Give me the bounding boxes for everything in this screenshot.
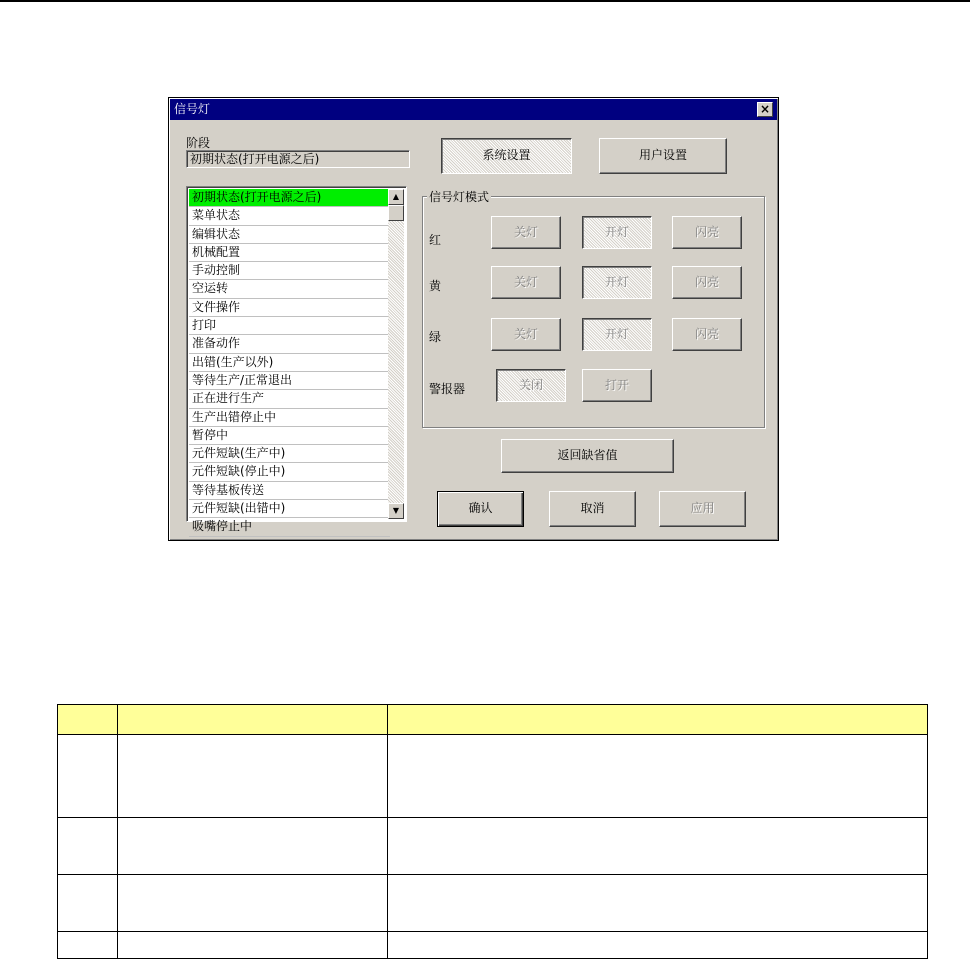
list-item[interactable]: 初期状态(打开电源之后) [189,189,390,207]
table-cell [388,932,928,959]
list-item[interactable]: 手动控制 [189,262,390,280]
list-item[interactable]: 元件短缺(停止中) [189,463,390,481]
restore-defaults-button[interactable]: 返回缺省值 [501,439,674,473]
stage-value-field: 初期状态(打开电源之后) [186,150,410,168]
table-cell [388,818,928,875]
table-cell [118,735,388,818]
list-item[interactable]: 菜单状态 [189,207,390,225]
alarm-on-button[interactable]: 打开 [582,369,652,402]
description-table [57,704,928,959]
stage-label: 阶段 [186,136,211,150]
red-blink-button[interactable]: 闪亮 [672,216,742,249]
yellow-blink-button[interactable]: 闪亮 [672,266,742,299]
table-row [58,818,928,875]
list-item[interactable]: 空运转 [189,280,390,298]
stage-list-items [189,189,390,537]
user-settings-button[interactable]: 用户设置 [599,138,727,174]
list-item[interactable]: 编辑状态 [189,226,390,244]
red-off-button[interactable]: 关灯 [491,216,561,249]
table-header-cell [118,705,388,735]
table-cell [58,735,118,818]
light-mode-group-title: 信号灯模式 [429,190,490,204]
table-row [58,735,928,818]
list-item[interactable]: 机械配置 [189,244,390,262]
red-light-label: 红 [429,233,442,247]
scroll-down-icon: ▼ [392,506,400,515]
apply-button[interactable]: 应用 [659,491,746,527]
table-header-row [58,705,928,735]
table-cell [58,932,118,959]
table-cell [118,875,388,932]
list-item[interactable]: 打印 [189,317,390,335]
stage-list-scrollbar[interactable] [388,189,404,519]
alarm-off-button[interactable]: 关闭 [496,369,566,402]
list-item[interactable]: 等待基板传送 [189,482,390,500]
signal-light-dialog [168,97,779,541]
list-item[interactable]: 生产出错停止中 [189,409,390,427]
table-row [58,932,928,959]
cancel-button[interactable]: 取消 [549,491,636,527]
table-row [58,875,928,932]
scroll-thumb[interactable] [388,205,404,221]
yellow-off-button[interactable]: 关灯 [491,266,561,299]
ok-button[interactable]: 确认 [437,491,524,527]
table-cell [58,875,118,932]
scroll-up-button[interactable] [388,189,404,205]
dialog-title: 信号灯 [174,102,211,116]
list-item[interactable]: 文件操作 [189,299,390,317]
scroll-down-button[interactable] [388,503,404,519]
close-button[interactable] [757,102,773,117]
green-light-label: 绿 [429,330,442,344]
yellow-light-label: 黄 [429,279,442,293]
list-item[interactable]: 吸嘴停止中 [189,518,390,536]
table-cell [118,818,388,875]
list-item[interactable]: 等待生产/正常退出 [189,372,390,390]
yellow-on-button[interactable]: 开灯 [582,266,652,299]
system-settings-button[interactable]: 系统设置 [441,138,572,174]
list-item[interactable]: 出错(生产以外) [189,354,390,372]
green-blink-button[interactable]: 闪亮 [672,318,742,351]
stage-list[interactable] [186,186,407,534]
alarm-label: 警报器 [429,382,466,396]
green-off-button[interactable]: 关灯 [491,318,561,351]
table-cell [118,932,388,959]
list-item[interactable]: 元件短缺(出错中) [189,500,390,518]
close-icon: × [759,102,771,116]
scroll-up-icon: ▲ [392,192,400,201]
list-item[interactable]: 正在进行生产 [189,390,390,408]
table-cell [388,875,928,932]
list-item[interactable]: 准备动作 [189,335,390,353]
list-item[interactable]: 元件短缺(生产中) [189,445,390,463]
table-cell [58,818,118,875]
table-header-cell [58,705,118,735]
red-on-button[interactable]: 开灯 [582,216,652,249]
table-header-cell [388,705,928,735]
green-on-button[interactable]: 开灯 [582,318,652,351]
list-item[interactable]: 暂停中 [189,427,390,445]
dialog-titlebar [170,99,777,120]
top-rule [0,0,970,2]
table-cell [388,735,928,818]
